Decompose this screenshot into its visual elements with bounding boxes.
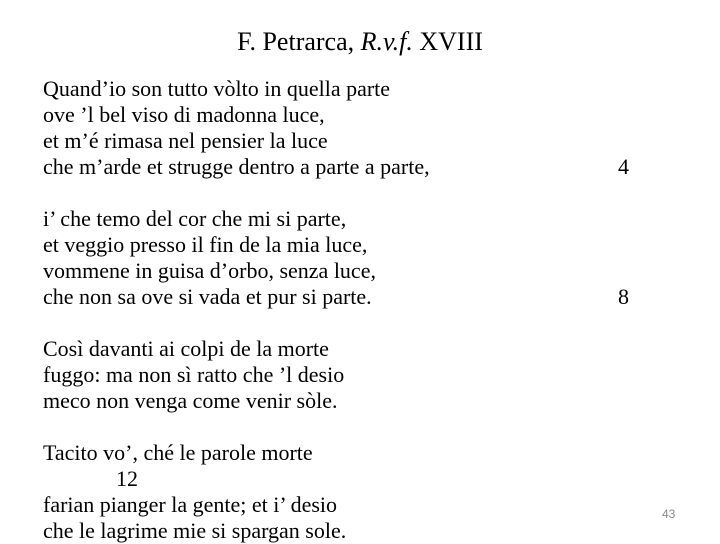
- slide-number: 43: [662, 507, 676, 521]
- title-work: R.v.f.: [360, 27, 413, 56]
- page-title: [0, 26, 720, 58]
- verse-line: fuggo: ma non sì ratto che ’l desio: [43, 362, 345, 387]
- line-number-8: 8: [618, 284, 629, 309]
- verse-line: Tacito vo’, ché le parole morte: [43, 440, 313, 465]
- title-poem-number: XVIII: [412, 27, 483, 56]
- verse-line: Quand’io son tutto vòlto in quella parte: [43, 76, 391, 101]
- stanza-2: [43, 206, 376, 310]
- verse-line: ove ’l bel viso di madonna luce,: [43, 102, 325, 127]
- stanza-1: [43, 76, 430, 180]
- verse-line: Così davanti ai colpi de la morte: [43, 336, 329, 361]
- stanza-3: [43, 336, 344, 414]
- line-number-4: 4: [618, 154, 629, 179]
- verse-line: che non sa ove si vada et pur si parte.: [43, 284, 372, 309]
- verse-line: che m’arde et strugge dentro a parte a parte,: [43, 154, 430, 179]
- verse-line: i’ che temo del cor che mi si parte,: [43, 206, 347, 231]
- verse-line: meco non venga come venir sòle.: [43, 388, 338, 413]
- title-author: F. Petrarca,: [237, 27, 361, 56]
- line-number-12: 12: [116, 466, 138, 491]
- stanza-4: [43, 440, 346, 544]
- verse-line: et m’é rimasa nel pensier la luce: [43, 128, 328, 153]
- verse-line: vommene in guisa d’orbo, senza luce,: [43, 258, 376, 283]
- verse-line: et veggio presso il fin de la mia luce,: [43, 232, 368, 257]
- verse-line: che le lagrime mie si spargan sole.: [43, 518, 347, 543]
- verse-line: farian pianger la gente; et i’ desio: [43, 492, 338, 517]
